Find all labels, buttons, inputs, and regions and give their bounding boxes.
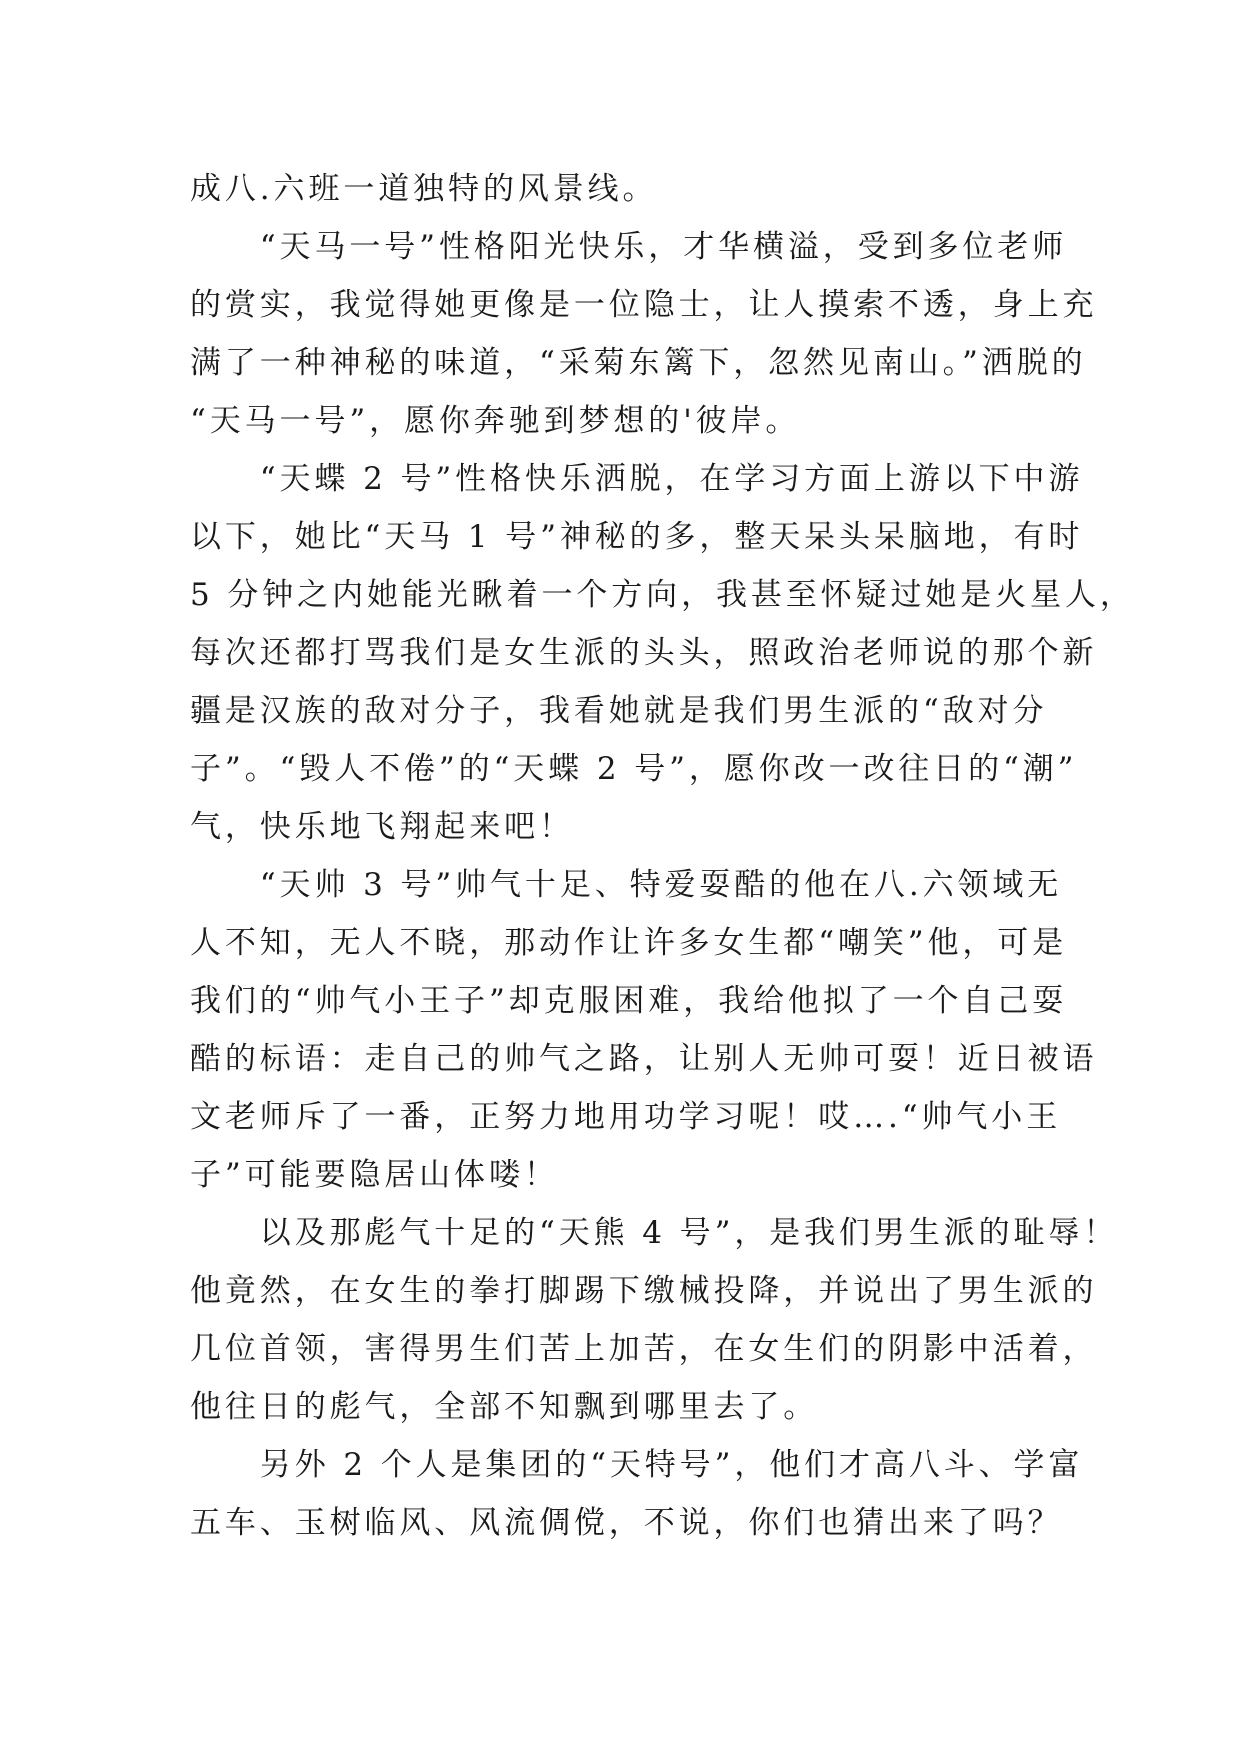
text-line: “天蝶 2 号”性格快乐洒脱，在学习方面上游以下中游 — [190, 461, 1084, 497]
text-line: 他往日的彪气，全部不知飘到哪里去了。 — [190, 1389, 819, 1425]
text-line: “天马一号”性格阳光快乐，才华横溢，受到多位老师 — [190, 229, 1068, 265]
text-line: 几位首领，害得男生们苦上加苦，在女生们的阴影中活着， — [190, 1331, 1098, 1367]
text-line: 我们的“帅气小王子”却克服困难，我给他拟了一个自己耍 — [190, 983, 1068, 1019]
text-line: 子”。“毁人不倦”的“天蝶 2 号”，愿你改一改往日的“潮” — [190, 751, 1078, 787]
text-line: 气，快乐地飞翔起来吧！ — [190, 809, 574, 845]
text-line: 子”可能要隐居山体喽！ — [190, 1157, 559, 1193]
text-line: “天帅 3 号”帅气十足、特爱耍酷的他在八.六领域无 — [190, 867, 1063, 903]
text-line: 疆是汉族的敌对分子，我看她就是我们男生派的“敌对分 — [190, 693, 1048, 729]
text-line: 成八.六班一道独特的风景线。 — [190, 171, 658, 207]
text-line: 人不知，无人不晓，那动作让许多女生都“嘲笑”他，可是 — [190, 925, 1068, 961]
text-line: 以下，她比“天马 1 号”神秘的多，整天呆头呆脑地，有时 — [190, 519, 1084, 555]
text-line: 的赏实，我觉得她更像是一位隐士，让人摸索不透，身上充 — [190, 287, 1098, 323]
text-line: 另外 2 个人是集团的“天特号”，他们才高八斗、学富 — [190, 1447, 1084, 1483]
text-line: 文老师斥了一番，正努力地用功学习呢！哎….“帅气小王 — [190, 1099, 1062, 1135]
text-line: “天马一号”，愿你奔驰到梦想的'彼岸。 — [190, 403, 801, 439]
document-body — [190, 160, 1135, 1552]
text-line: 满了一种神秘的味道，“采菊东篱下，忽然见南山。”洒脱的 — [190, 345, 1087, 381]
text-line: 每次还都打骂我们是女生派的头头，照政治老师说的那个新 — [190, 635, 1098, 671]
text-line: 以及那彪气十足的“天熊 4 号”，是我们男生派的耻辱！ — [190, 1215, 1119, 1251]
text-line: 5 分钟之内她能光瞅着一个方向，我甚至怀疑过她是火星人， — [190, 577, 1135, 613]
text-line: 五车、玉树临风、风流倜傥，不说，你们也猜出来了吗？ — [190, 1505, 1063, 1541]
text-line: 他竟然，在女生的拳打脚踢下缴械投降，并说出了男生派的 — [190, 1273, 1098, 1309]
text-line: 酷的标语：走自己的帅气之路，让别人无帅可耍！近日被语 — [190, 1041, 1098, 1077]
